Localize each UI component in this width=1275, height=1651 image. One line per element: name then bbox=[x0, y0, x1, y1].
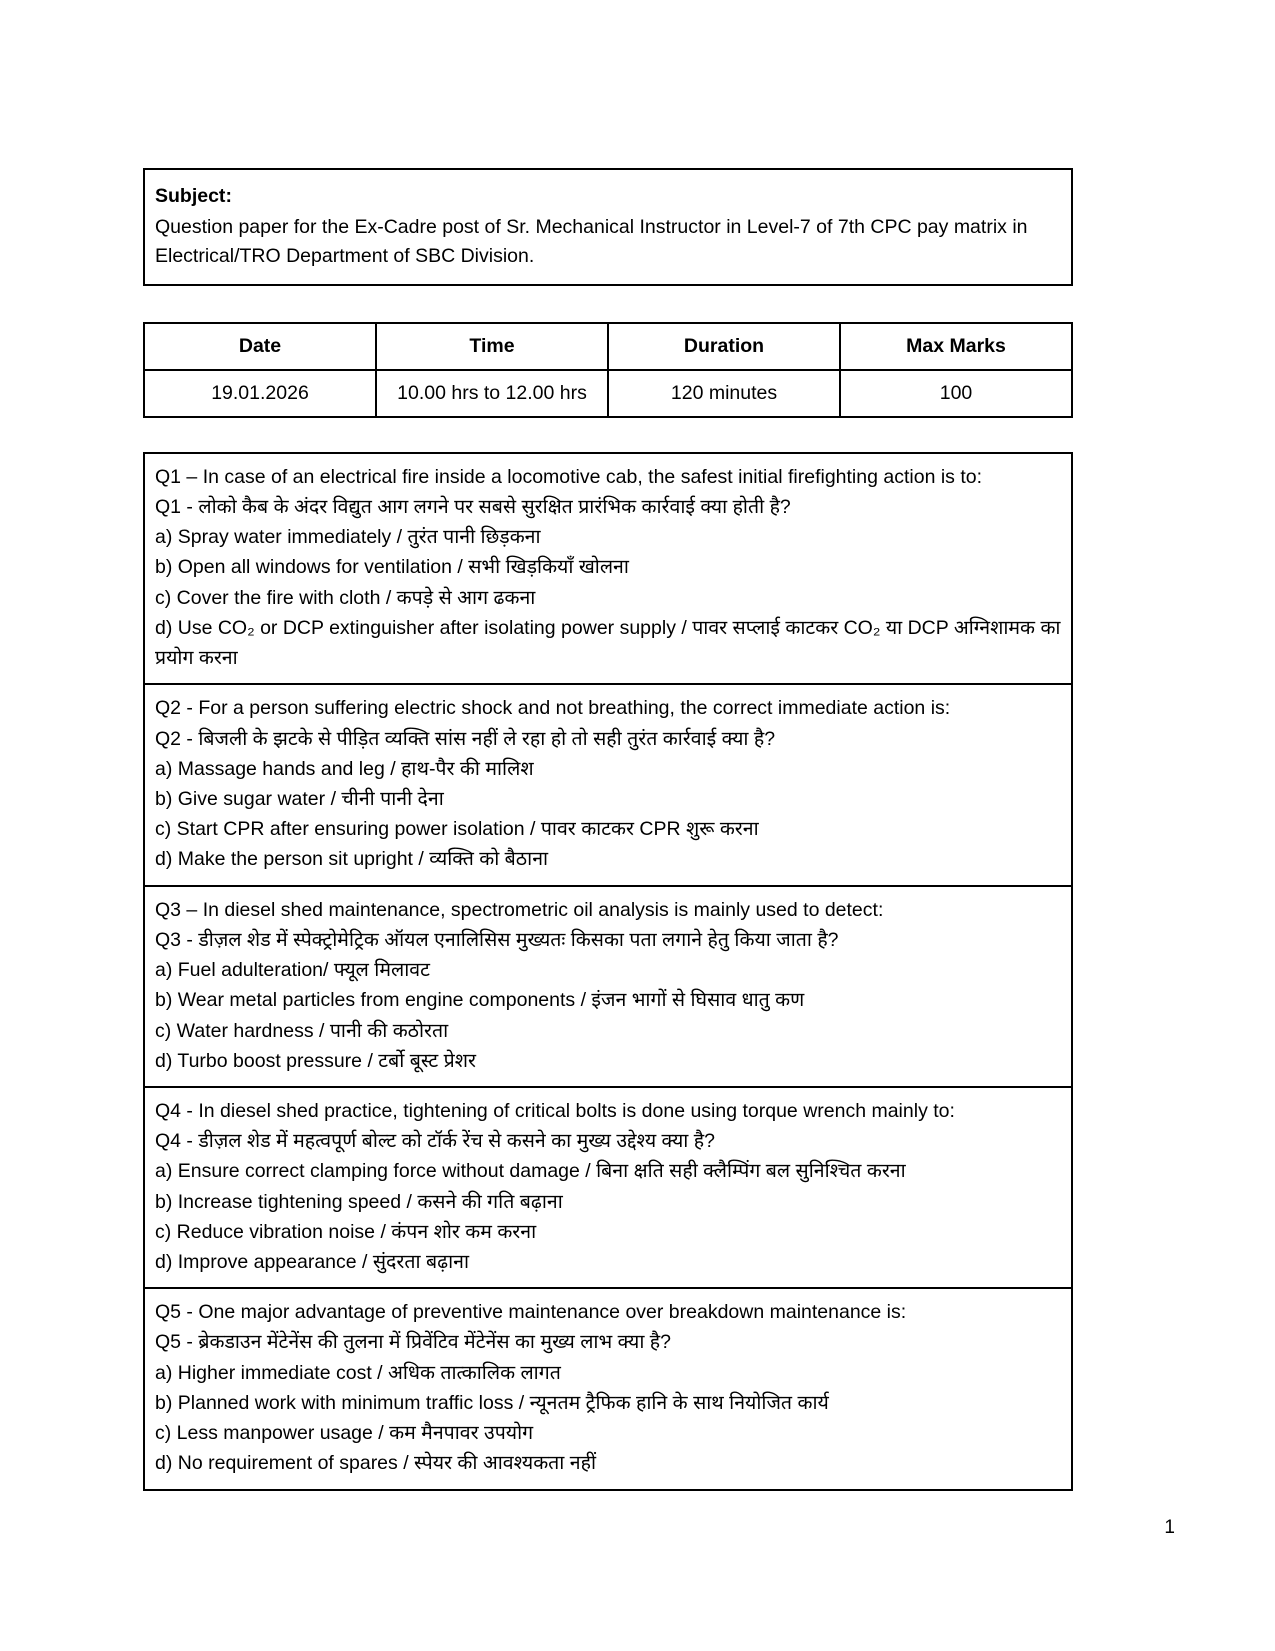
option-d: d) Improve appearance / सुंदरता बढ़ाना bbox=[155, 1251, 470, 1274]
option-a: a) Higher immediate cost / अधिक तात्कालिक लागत bbox=[155, 1361, 561, 1384]
subject-text: Question paper for the Ex-Cadre post of Sr. Mechanical Instructor in Level-7 of 7th CPC pay matrix in Electrical/TRO Department of SBC Division. bbox=[155, 216, 1028, 267]
option-d: d) Use CO₂ or DCP extinguisher after isolating power supply / पावर सप्लाई काटकर CO₂ या DCP अग्निशामक का प्रयोग करना bbox=[155, 616, 1061, 670]
question-text-en: Q2 - For a person suffering electric shock and not breathing, the correct immediate action is: bbox=[155, 697, 951, 720]
column-header-date: Date bbox=[144, 323, 376, 370]
table-row bbox=[144, 370, 1072, 417]
option-b: b) Open all windows for ventilation / सभी खिड़कियाँ खोलना bbox=[155, 556, 629, 579]
option-b: b) Give sugar water / चीनी पानी देना bbox=[155, 787, 444, 810]
option-b: b) Wear metal particles from engine components / इंजन भागों से घिसाव धातु कण bbox=[155, 989, 805, 1012]
spacer bbox=[143, 418, 1175, 452]
question-text-hi: Q5 - ब्रेकडाउन मेंटेनेंस की तुलना में प्रिवेंटिव मेंटेनेंस का मुख्य लाभ क्या है? bbox=[155, 1331, 672, 1354]
cell-date: 19.01.2026 bbox=[144, 370, 376, 417]
question-text-en: Q1 – In case of an electrical fire inside a locomotive cab, the safest initial firefighting action is to: bbox=[155, 465, 983, 488]
option-c: c) Less manpower usage / कम मैनपावर उपयोग bbox=[155, 1422, 534, 1445]
exam-info-table bbox=[143, 322, 1073, 418]
option-a: a) Spray water immediately / तुरंत पानी छिड़कना bbox=[155, 526, 541, 549]
option-c: c) Start CPR after ensuring power isolation / पावर काटकर CPR शुरू करना bbox=[155, 818, 759, 841]
cell-max-marks: 100 bbox=[840, 370, 1072, 417]
option-b: b) Increase tightening speed / कसने की गति बढ़ाना bbox=[155, 1190, 563, 1213]
question-block-3 bbox=[143, 887, 1073, 1088]
option-d: d) No requirement of spares / स्पेयर की आवश्यकता नहीं bbox=[155, 1452, 596, 1475]
question-block-5 bbox=[143, 1289, 1073, 1490]
column-header-max-marks: Max Marks bbox=[840, 323, 1072, 370]
column-header-time: Time bbox=[376, 323, 608, 370]
question-text-hi: Q2 - बिजली के झटके से पीड़ित व्यक्ति सांस नहीं ले रहा हो तो सही तुरंत कार्रवाई क्या है? bbox=[155, 727, 776, 750]
page-number: 1 bbox=[1164, 1517, 1175, 1538]
question-text-hi: Q1 - लोको कैब के अंदर विद्युत आग लगने पर सबसे सुरक्षित प्रारंभिक कार्रवाई क्या होती है? bbox=[155, 496, 791, 518]
column-header-duration: Duration bbox=[608, 323, 840, 370]
question-text-hi: Q3 - डीज़ल शेड में स्पेक्ट्रोमेट्रिक ऑयल एनालिसिस मुख्यतः किसका पता लगाने हेतु किया जाता है? bbox=[155, 928, 839, 951]
subject-label-line bbox=[155, 182, 1061, 211]
question-text-en: Q4 - In diesel shed practice, tightening of critical bolts is done using torque wrench mainly to: bbox=[155, 1099, 955, 1122]
option-c: c) Water hardness / पानी की कठोरता bbox=[155, 1019, 449, 1042]
option-c: c) Reduce vibration noise / कंपन शोर कम करना bbox=[155, 1220, 537, 1243]
question-text-en: Q5 - One major advantage of preventive maintenance over breakdown maintenance is: bbox=[155, 1301, 907, 1324]
option-a: a) Massage hands and leg / हाथ-पैर की मालिश bbox=[155, 757, 534, 780]
cell-time: 10.00 hrs to 12.00 hrs bbox=[376, 370, 608, 417]
option-c: c) Cover the fire with cloth / कपड़े से आग ढकना bbox=[155, 586, 536, 609]
spacer bbox=[143, 286, 1175, 322]
question-block-4 bbox=[143, 1088, 1073, 1289]
question-text-hi: Q4 - डीज़ल शेड में महत्वपूर्ण बोल्ट को टॉर्क रेंच से कसने का मुख्य उद्देश्य क्या है? bbox=[155, 1130, 715, 1153]
subject-colon: : bbox=[225, 185, 232, 207]
table-header-row bbox=[144, 323, 1072, 370]
option-d: d) Make the person sit upright / व्यक्ति को बैठाना bbox=[155, 848, 549, 871]
option-a: a) Ensure correct clamping force without damage / बिना क्षति सही क्लैम्पिंग बल सुनिश्चित करना bbox=[155, 1160, 906, 1183]
question-block-1 bbox=[143, 452, 1073, 686]
subject-label: Subject bbox=[155, 185, 226, 207]
cell-duration: 120 minutes bbox=[608, 370, 840, 417]
question-text-en: Q3 – In diesel shed maintenance, spectrometric oil analysis is mainly used to detect: bbox=[155, 898, 884, 921]
option-d: d) Turbo boost pressure / टर्बो बूस्ट प्रेशर bbox=[155, 1049, 477, 1072]
option-b: b) Planned work with minimum traffic loss / न्यूनतम ट्रैफिक हानि के साथ नियोजित कार्य bbox=[155, 1391, 829, 1414]
question-block-2 bbox=[143, 685, 1073, 886]
option-a: a) Fuel adulteration/ फ्यूल मिलावट bbox=[155, 959, 430, 982]
subject-box bbox=[143, 168, 1073, 286]
